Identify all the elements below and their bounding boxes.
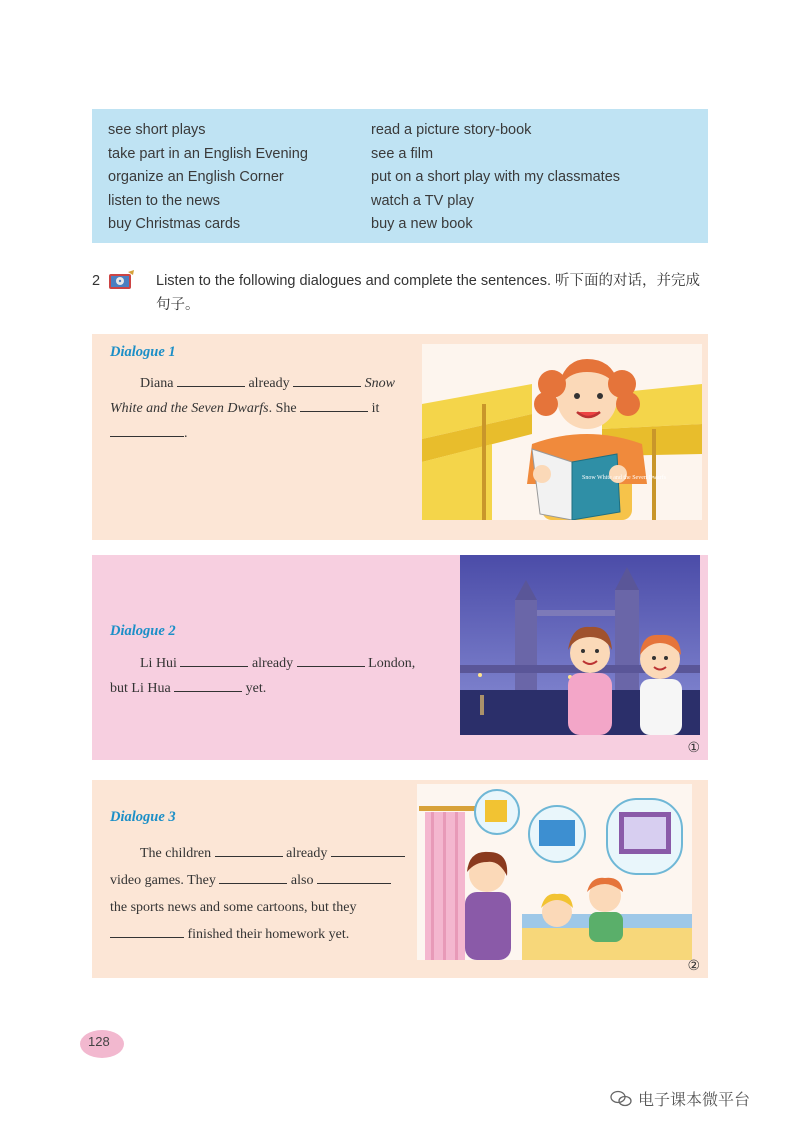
dialogue-3-text: The children already video games. They also the sports news and some cartoons, but they finished their homework yet. (110, 840, 420, 948)
book-cover-text: Snow White and the Seven Dwarfs (582, 475, 667, 481)
watermark-text: 电子课本微平台 (638, 1092, 751, 1109)
answer-blank[interactable] (177, 372, 245, 387)
phrase-item: take part in an English Evening (108, 145, 308, 162)
answer-blank[interactable] (110, 923, 184, 938)
dialogue-1-panel (92, 334, 708, 540)
answer-blank[interactable] (180, 652, 248, 667)
dialogue-3-panel (92, 780, 708, 978)
page-number: 128 (88, 1034, 110, 1049)
picture-marker: ① (687, 739, 700, 755)
phrase-item: read a picture story-book (371, 122, 532, 138)
family-illustration (417, 784, 692, 960)
answer-blank[interactable] (215, 842, 283, 857)
phrase-item: put on a short play with my classmates (371, 169, 621, 185)
dialogue-2-panel (92, 555, 708, 760)
answer-blank[interactable] (331, 842, 405, 857)
phrase-item: see short plays (108, 122, 206, 138)
phrase-item: buy a new book (371, 216, 473, 232)
answer-blank[interactable] (110, 422, 184, 437)
phrase-column-left (108, 119, 308, 237)
tower-bridge-illustration (460, 555, 700, 735)
phrase-item: listen to the news (108, 192, 221, 209)
dialogue-2-text: Li Hui already London, but Li Hua yet. (110, 651, 455, 701)
picture-marker: ② (687, 957, 700, 973)
audio-cd-icon (106, 269, 136, 293)
answer-blank[interactable] (174, 677, 242, 692)
answer-blank[interactable] (300, 397, 368, 412)
phrase-item: see a film (371, 145, 434, 162)
phrase-item: buy Christmas cards (108, 216, 241, 232)
girl-reading-illustration (422, 344, 702, 520)
phrase-box (92, 109, 708, 243)
answer-blank[interactable] (317, 869, 391, 884)
dialogue-3-title: Dialogue 3 (110, 809, 176, 825)
watermark (610, 1087, 750, 1110)
task-text: Listen to the following dialogues and complete the sentences. 听下面的对话，并完成句子。 (156, 273, 701, 313)
phrase-item: watch a TV play (371, 192, 474, 209)
task-number: 2 (92, 273, 101, 289)
dialogue-1-text: Diana already Snow White and the Seven Dwarfs. She it . (110, 371, 410, 446)
phrase-column-right (371, 119, 620, 237)
dialogue-1-title: Dialogue 1 (110, 344, 176, 360)
answer-blank[interactable] (219, 869, 287, 884)
answer-blank[interactable] (297, 652, 365, 667)
task-instruction (92, 269, 708, 317)
dialogue-2-title: Dialogue 2 (110, 623, 176, 639)
phrase-item: organize an English Corner (108, 169, 284, 185)
wechat-icon (610, 1090, 632, 1108)
answer-blank[interactable] (293, 372, 361, 387)
